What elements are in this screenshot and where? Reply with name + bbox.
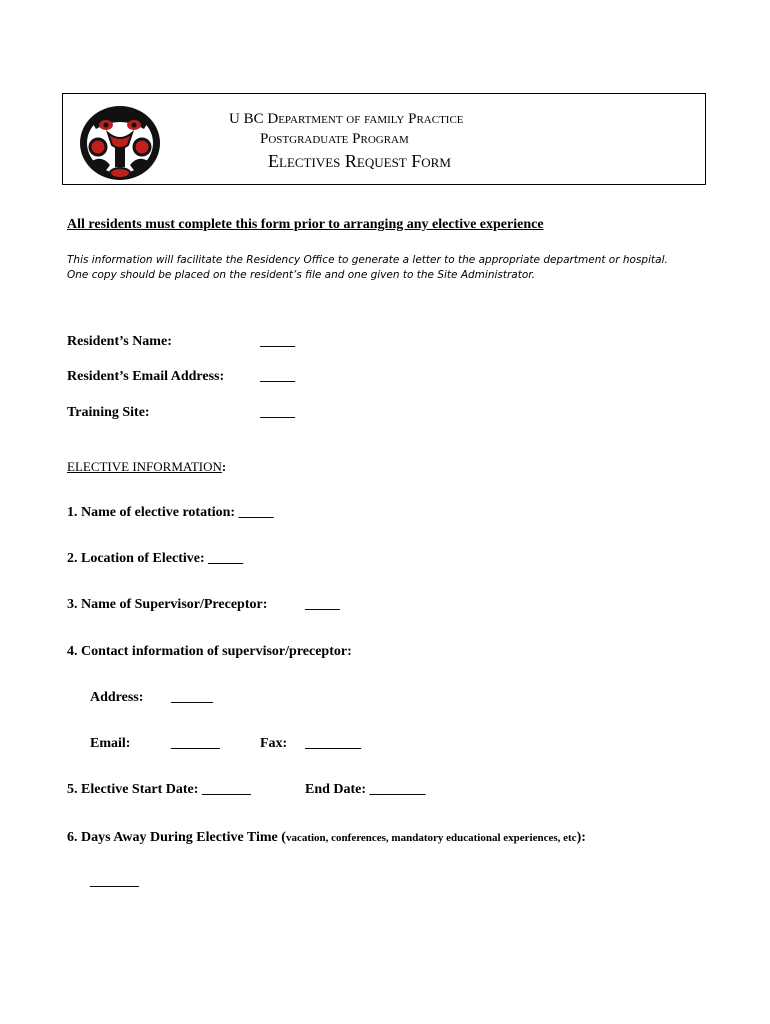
address-label: Address: <box>90 690 144 705</box>
elective-location-item[interactable]: 2. Location of Elective: _____ <box>67 551 244 566</box>
training-site-label: Training Site: <box>67 405 150 420</box>
resident-name-label: Resident’s Name: <box>67 334 172 349</box>
days-away-field[interactable]: _______ <box>90 874 139 889</box>
start-date-item[interactable]: 5. Elective Start Date: _______ <box>67 782 251 797</box>
email-field[interactable]: _______ <box>171 736 220 751</box>
elective-info-heading: ELECTIVE INFORMATION: <box>67 459 227 474</box>
intro-instruction: All residents must complete this form prior to arranging any elective experience <box>67 217 544 232</box>
note-line-2: One copy should be placed on the resident’s file and one given to the Site Administrator. <box>67 269 535 281</box>
email-label: Email: <box>90 736 131 751</box>
fax-field[interactable]: ________ <box>305 736 361 751</box>
bear-crest-logo <box>78 103 162 183</box>
resident-email-label: Resident’s Email Address: <box>67 369 225 384</box>
end-date-item[interactable]: End Date: ________ <box>305 782 426 797</box>
supervisor-name-label: 3. Name of Supervisor/Preceptor: <box>67 597 268 612</box>
note-line-1: This information will facilitate the Residency Office to generate a letter to the appropriate department or hospital. <box>67 254 668 266</box>
training-site-field[interactable]: _____ <box>260 405 295 420</box>
days-away-item: 6. Days Away During Elective Time (vacation, conferences, mandatory educational experiences, etc): <box>67 830 586 845</box>
resident-email-field[interactable]: _____ <box>260 369 295 384</box>
header-program: Postgraduate Program <box>260 131 409 147</box>
supervisor-name-field[interactable]: _____ <box>305 597 340 612</box>
supervisor-contact-heading: 4. Contact information of supervisor/preceptor: <box>67 644 352 659</box>
fax-label: Fax: <box>260 736 288 751</box>
resident-name-field[interactable]: _____ <box>260 334 295 349</box>
header-department: U BC Department of family Practice <box>229 111 464 127</box>
elective-rotation-item[interactable]: 1. Name of elective rotation: _____ <box>67 505 274 520</box>
address-field[interactable]: ______ <box>171 690 213 705</box>
form-title: Electives Request Form <box>268 151 451 171</box>
